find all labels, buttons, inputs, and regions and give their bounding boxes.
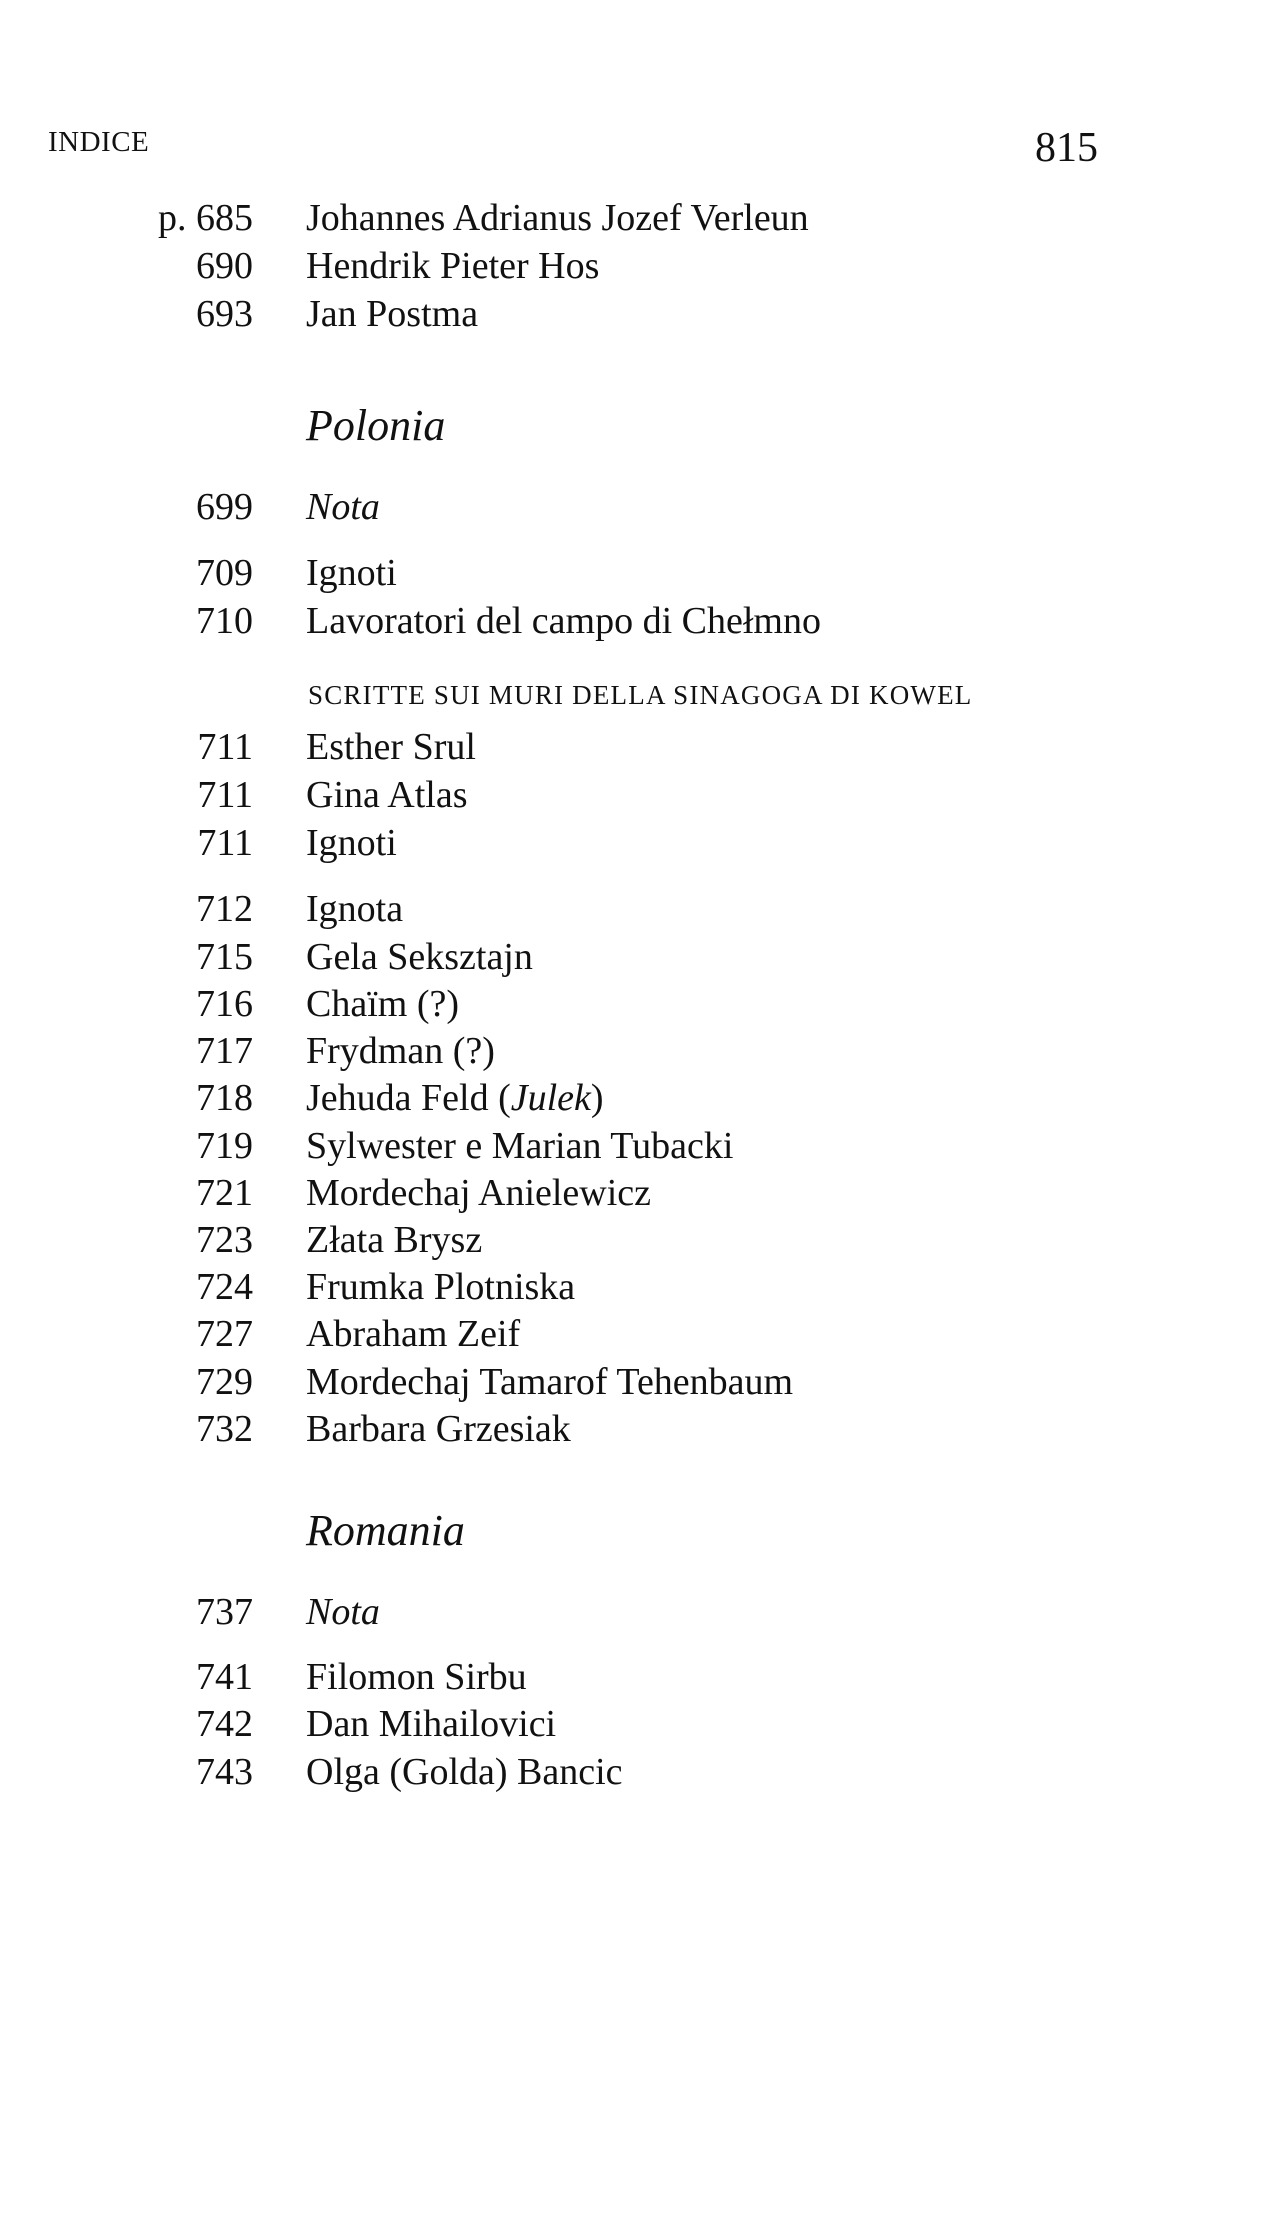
entry-name-tail: ) xyxy=(590,1077,604,1119)
entry-page: 699 xyxy=(196,486,253,528)
entry-page: 712 xyxy=(196,888,253,930)
entry-page: 717 xyxy=(196,1030,253,1072)
entry-page: 727 xyxy=(196,1313,253,1355)
entry-name: Lavoratori del campo di Chełmno xyxy=(306,600,821,642)
entry-page: 741 xyxy=(196,1656,253,1698)
entry-page: 711 xyxy=(197,774,253,816)
entry-page: 716 xyxy=(196,983,253,1025)
section-title-romania: Romania xyxy=(306,1506,465,1555)
entry-page: 693 xyxy=(196,293,253,335)
entry-name: Barbara Grzesiak xyxy=(306,1408,571,1450)
entry-name: Ignoti xyxy=(306,822,397,864)
entry-page: 715 xyxy=(196,936,253,978)
entry-name: Filomon Sirbu xyxy=(306,1656,527,1698)
subheading: SCRITTE SUI MURI DELLA SINAGOGA DI KOWEL xyxy=(308,680,973,710)
entry-page: 732 xyxy=(196,1408,253,1450)
page-number: 815 xyxy=(1035,125,1098,171)
entry-page: 729 xyxy=(196,1361,253,1403)
entry-name: Frydman (?) xyxy=(306,1030,495,1072)
entry-page: 737 xyxy=(196,1591,253,1633)
entry-name: Dan Mihailovici xyxy=(306,1703,557,1745)
entry-page: 690 xyxy=(196,245,253,287)
running-title: INDICE xyxy=(48,126,150,158)
section-title-polonia: Polonia xyxy=(306,401,446,450)
entry-name: Gela Seksztajn xyxy=(306,936,533,978)
entry-page: 721 xyxy=(196,1172,253,1214)
entry-name: Jan Postma xyxy=(306,293,479,335)
entry-name: Olga (Golda) Bancic xyxy=(306,1751,623,1793)
entry-name: Złata Brysz xyxy=(306,1219,483,1261)
entry-page: 719 xyxy=(196,1125,253,1167)
entry-page: 710 xyxy=(196,600,253,642)
entry-name-alias: Julek xyxy=(510,1077,591,1119)
entry-name: Hendrik Pieter Hos xyxy=(306,245,600,287)
entry-name: Gina Atlas xyxy=(306,774,468,816)
entry-name: Ignoti xyxy=(306,552,397,594)
entry-page: 711 xyxy=(197,726,253,768)
entry-name: Mordechaj Tamarof Tehenbaum xyxy=(306,1361,794,1403)
entry-page: 742 xyxy=(196,1703,253,1745)
entry-name: Ignota xyxy=(306,888,404,930)
entry-name-nota: Nota xyxy=(306,1591,380,1633)
entry-name: Frumka Plotniska xyxy=(306,1266,576,1308)
entry-name: Esther Srul xyxy=(306,726,476,768)
entry-name: Chaïm (?) xyxy=(306,983,460,1025)
entry-name-main: Jehuda Feld ( xyxy=(306,1077,511,1119)
entry-page: 723 xyxy=(196,1219,253,1261)
entry-page: 709 xyxy=(196,552,253,594)
entry-name: Johannes Adrianus Jozef Verleun xyxy=(306,197,809,239)
entry-name: Sylwester e Marian Tubacki xyxy=(306,1125,734,1167)
entry-page: 718 xyxy=(196,1077,253,1119)
entry-page: 724 xyxy=(196,1266,253,1308)
entry-page: 743 xyxy=(196,1751,253,1793)
entry-page: 711 xyxy=(197,822,253,864)
entry-name: Abraham Zeif xyxy=(306,1313,521,1355)
entry-name xyxy=(306,1076,604,1120)
entry-page: p. 685 xyxy=(158,197,253,239)
entry-name-nota: Nota xyxy=(306,486,380,528)
entry-name: Mordechaj Anielewicz xyxy=(306,1172,652,1214)
